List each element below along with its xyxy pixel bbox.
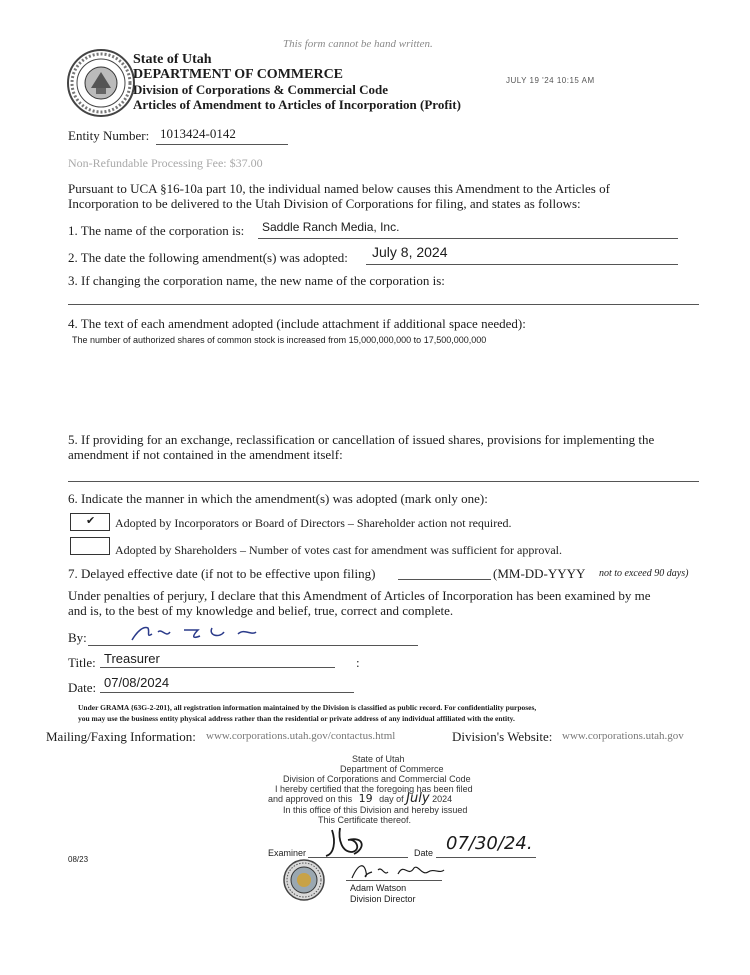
adoption-date-value[interactable]: July 8, 2024 bbox=[372, 244, 448, 260]
option-board-checkbox[interactable] bbox=[70, 513, 110, 531]
q3-line bbox=[68, 304, 699, 305]
state-seal-icon bbox=[66, 48, 136, 118]
mailing-url[interactable]: www.corporations.utah.gov/contactus.html bbox=[206, 730, 396, 742]
q7-format: (MM-DD-YYYY bbox=[493, 566, 586, 581]
received-stamp: JULY 19 '24 10:15 AM bbox=[506, 76, 595, 85]
q5-line-2: amendment if not contained in the amendment itself: bbox=[68, 447, 343, 462]
cert-year: 2024 bbox=[432, 794, 453, 804]
date-value[interactable]: 07/08/2024 bbox=[104, 675, 170, 690]
handwritten-notice: This form cannot be hand written. bbox=[283, 38, 433, 50]
q6-label: 6. Indicate the manner in which the amendment(s) was adopted (mark only one): bbox=[68, 491, 488, 506]
q7-note: not to exceed 90 days) bbox=[599, 568, 689, 579]
division-seal-icon bbox=[282, 858, 326, 902]
director-name: Adam Watson bbox=[350, 883, 407, 893]
checkmark-icon: ✔ bbox=[86, 515, 96, 527]
cert-line-1: State of Utah bbox=[352, 754, 405, 764]
title-value[interactable]: Treasurer bbox=[104, 651, 160, 666]
entity-number-line bbox=[156, 144, 288, 145]
q2-label: 2. The date the following amendment(s) was adopted: bbox=[68, 250, 348, 265]
option-shareholders-checkbox[interactable] bbox=[70, 537, 110, 555]
q5-line bbox=[68, 481, 699, 482]
q2-line bbox=[366, 264, 678, 265]
website-url[interactable]: www.corporations.utah.gov bbox=[562, 730, 684, 742]
cert-date-line bbox=[436, 857, 536, 858]
amendment-text-value[interactable]: The number of authorized shares of common stock is increased from 15,000,000,000 to 17,500,000,000 bbox=[72, 335, 487, 345]
by-line bbox=[88, 645, 418, 646]
header-department: DEPARTMENT OF COMMERCE bbox=[133, 67, 344, 82]
q7-label: 7. Delayed effective date (if not to be effective upon filing) bbox=[68, 566, 376, 581]
title-line bbox=[100, 667, 335, 668]
cert-date-label: Date bbox=[414, 848, 434, 858]
intro-line-2: Incorporation to be delivered to the Utah Division of Corporations for filing, and states as follows: bbox=[68, 196, 581, 211]
website-label: Division's Website: bbox=[452, 729, 553, 744]
grama-line-2: you may use the business entity physical address rather than the residential or private address of any individual affiliated with the entity. bbox=[78, 714, 515, 723]
option-shareholders-label: Adopted by Shareholders – Number of votes cast for amendment was sufficient for approval. bbox=[115, 543, 562, 557]
title-colon-mark: : bbox=[356, 655, 360, 670]
intro-line-1: Pursuant to UCA §16-10a part 10, the individual named below causes this Amendment to the Articles of bbox=[68, 181, 610, 196]
q3-label: 3. If changing the corporation name, the new name of the corporation is: bbox=[68, 273, 445, 288]
q1-line bbox=[258, 238, 678, 239]
director-title: Division Director bbox=[350, 894, 416, 904]
mailing-label: Mailing/Faxing Information: bbox=[46, 729, 196, 744]
corporation-name-value[interactable]: Saddle Ranch Media, Inc. bbox=[262, 220, 400, 234]
cert-month: July bbox=[406, 791, 430, 806]
grama-line-1: Under GRAMA {63G-2-201}, all registration information maintained by the Division is classified as public record. For confidentiality purposes, bbox=[78, 703, 537, 712]
cert-approved-label: and approved on this bbox=[268, 794, 353, 804]
header-state: State of Utah bbox=[133, 52, 212, 67]
q5-line-1: 5. If providing for an exchange, reclassification or cancellation of issued shares, provisions for implementing the bbox=[68, 432, 655, 447]
entity-number-label: Entity Number: bbox=[68, 128, 150, 143]
processing-fee: Non-Refundable Processing Fee: $37.00 bbox=[68, 156, 263, 170]
title-label: Title: bbox=[68, 655, 96, 670]
form-version: 08/23 bbox=[68, 855, 89, 864]
header-division: Division of Corporations & Commercial Code bbox=[133, 82, 389, 97]
signature-icon bbox=[128, 622, 268, 646]
perjury-line-1: Under penalties of perjury, I declare that this Amendment of Articles of Incorporation has been examined by me bbox=[68, 588, 651, 603]
cert-line-6: In this office of this Division and hereby issued bbox=[283, 805, 468, 815]
option-board-label: Adopted by Incorporators or Board of Directors – Shareholder action not required. bbox=[115, 516, 512, 530]
cert-day: 19 bbox=[358, 792, 373, 805]
q1-label: 1. The name of the corporation is: bbox=[68, 223, 245, 238]
cert-dayof-label: day of bbox=[379, 794, 404, 804]
q7-line bbox=[398, 579, 491, 580]
cert-line-5 bbox=[268, 791, 453, 806]
perjury-line-2: and is, to the best of my knowledge and belief, true, correct and complete. bbox=[68, 603, 454, 618]
examiner-label: Examiner bbox=[268, 848, 307, 858]
cert-handwritten-date: 07/30/24. bbox=[446, 833, 533, 854]
date-line bbox=[100, 692, 354, 693]
cert-line-7: This Certificate thereof. bbox=[318, 815, 412, 825]
q4-label: 4. The text of each amendment adopted (include attachment if additional space needed): bbox=[68, 316, 526, 331]
cert-line-3: Division of Corporations and Commercial Code bbox=[283, 774, 471, 784]
director-line bbox=[346, 880, 442, 881]
form-title: Articles of Amendment to Articles of Incorporation (Profit) bbox=[133, 97, 461, 112]
cert-line-2: Department of Commerce bbox=[340, 764, 444, 774]
cert-line-4: I hereby certified that the foregoing has been filed bbox=[275, 784, 473, 794]
entity-number-value[interactable]: 1013424-0142 bbox=[160, 126, 236, 141]
date-label: Date: bbox=[68, 680, 97, 695]
examiner-signature-icon bbox=[318, 822, 398, 862]
by-label: By: bbox=[68, 630, 87, 645]
